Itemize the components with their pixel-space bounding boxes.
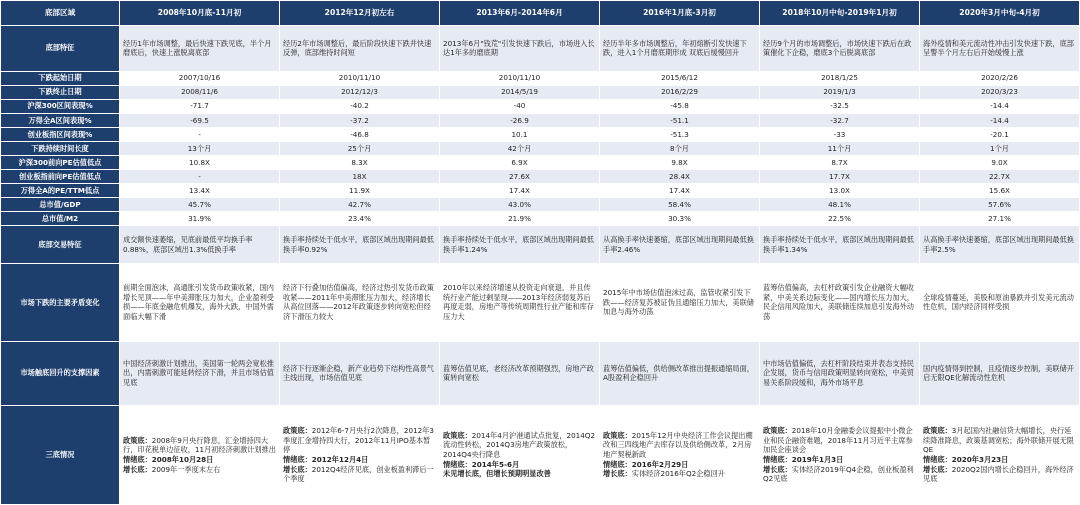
- table-cell: 经济下行逐渐企稳，新产业趋势下结构性高景气主线出现，市场估值见底: [280, 342, 439, 405]
- growth-bottom-label: 增长底：: [603, 469, 632, 479]
- column-header: 2008年10月底-11月初: [120, 1, 279, 25]
- table-cell: 42个月: [440, 142, 599, 155]
- table-cell: 9.0X: [920, 156, 1079, 169]
- growth-bottom-label: 增长底：: [123, 464, 152, 474]
- sentiment-bottom-label: 情绪底：: [123, 454, 152, 464]
- column-header: 2018年10月中旬-2019年1月初: [760, 1, 919, 25]
- table-cell: 13.4X: [120, 184, 279, 197]
- table-cell: 18X: [280, 170, 439, 183]
- table-cell: 17.4X: [600, 184, 759, 197]
- table-cell: 2016/2/29: [600, 86, 759, 99]
- growth-bottom-label: 未见增长底，: [443, 469, 487, 479]
- table-cell: 2019/1/3: [760, 86, 919, 99]
- growth-bottom-text: 2020Q2国内增长企稳回升，海外经济见底: [923, 464, 1074, 484]
- table-row-three-bottoms: [1, 406, 1079, 504]
- sentiment-bottom-text: 2016年2月29日: [631, 459, 689, 469]
- table-row-metric: [1, 170, 1079, 183]
- table-row-metric: [1, 128, 1079, 141]
- table-cell: -14.4: [920, 114, 1079, 127]
- table-cell: -69.5: [120, 114, 279, 127]
- row-header: 万得全A的PE/TTM低点: [1, 184, 119, 197]
- table-cell: 9.8X: [600, 156, 759, 169]
- table-cell: 2007/10/16: [120, 72, 279, 85]
- table-row-metric: [1, 142, 1079, 155]
- table-cell: 17.7X: [760, 170, 919, 183]
- table-cell: -40.2: [280, 100, 439, 113]
- policy-bottom-text: 2014年4月沪港通试点批复，2014Q2流动性转松，2014Q3房地产政策放松，2014Q4央行降息: [443, 430, 596, 460]
- table-cell: 25个月: [280, 142, 439, 155]
- policy-bottom-label: 政策底：: [123, 435, 152, 445]
- table-row-support-factors: [1, 342, 1079, 405]
- table-cell: 48.1%: [760, 198, 919, 211]
- table-cell: -37.2: [280, 114, 439, 127]
- table-cell: [120, 406, 279, 504]
- row-header: 沪深300前向PE估值低点: [1, 156, 119, 169]
- growth-bottom-text: 实体经济2016年Q2企稳回升: [631, 469, 725, 479]
- table-cell: 13个月: [120, 142, 279, 155]
- row-header: 底部交易特征: [1, 226, 119, 263]
- row-header: 创业板指区间表现%: [1, 128, 119, 141]
- table-cell: 2013年6月"钱荒"引发快速下跌后，市场进入长达1年多的磨底期: [440, 26, 599, 71]
- table-cell: 经历9个月的市场调整后，市场快速下跌后在政策催化下企稳，磨底3个后脱离底部: [760, 26, 919, 71]
- table-cell: -: [120, 170, 279, 183]
- table-cell: 从高换手率快速萎缩，底部区域出现期间最低换手率2.46%: [600, 226, 759, 263]
- table-cell: 中国经济刺激计划推出，美国第一轮两会宽松推出，内需刺激可能延转经济下滑，并且市场估值见底: [120, 342, 279, 405]
- table-cell: 22.5%: [760, 212, 919, 225]
- table-cell: 30.3%: [600, 212, 759, 225]
- table-cell: -: [120, 128, 279, 141]
- table-cell: 42.7%: [280, 198, 439, 211]
- table-cell: 11.9X: [280, 184, 439, 197]
- table-cell: 成交额快速萎缩，见底前最低平均换手率0.88%，底部区域出1.3%低换手率: [120, 226, 279, 263]
- table-cell: 蓝筹估值偏高，去杠杆政策引发企业融资大幅收紧，中美关系边际变化——国内增长压力加大，民企信用风险加大，美联储连续加息引发海外动荡: [760, 264, 919, 340]
- table-cell: 27.6X: [440, 170, 599, 183]
- table-cell: 2015/6/12: [600, 72, 759, 85]
- table-cell: 58.4%: [600, 198, 759, 211]
- row-header: 沪深300区间表现%: [1, 100, 119, 113]
- growth-bottom-label: 增长底：: [763, 464, 792, 474]
- table-cell: 2010/11/10: [280, 72, 439, 85]
- policy-bottom-text: 2018年10月金融委会议提振中小微企业和民企融资难题，2018年11月习近平主席参加民企座谈会: [763, 425, 913, 455]
- table-cell: 2010年以来经济增速从投资走向衰退，并且传统行业产能过剩显现——2013年经济弱复苏后再度走弱，房地产等传统周期性行业产能和库存压力大: [440, 264, 599, 340]
- policy-bottom-label: 政策底：: [763, 425, 792, 435]
- table-cell: 从高换手率快速萎缩，底部区域出现期间最低换手率2.5%: [920, 226, 1079, 263]
- row-header: 总市值/GDP: [1, 198, 119, 211]
- row-header: 下跌起始日期: [1, 72, 119, 85]
- table-cell: 中市场估值偏低，去杠杆阶段结束并表态支持民企发展，货币与信用政策明显转向宽松，中美贸易关系阶段缓和，海外市场平息: [760, 342, 919, 405]
- table-cell: -40: [440, 100, 599, 113]
- growth-bottom-text: 实体经济2019年Q4企稳，创业板盈利Q2见底: [763, 464, 914, 484]
- growth-bottom-label: 增长底：: [283, 464, 312, 474]
- policy-bottom-text: 2008年9月央行降息，汇金增持四大行，印花税单边征收，11月初经济刺激计划推出: [123, 435, 276, 455]
- table-cell: -32.7: [760, 114, 919, 127]
- table-cell: [760, 406, 919, 504]
- sentiment-bottom-label: 情绪底：: [443, 459, 472, 469]
- table-cell: [280, 406, 439, 504]
- row-header: 总市值/M2: [1, 212, 119, 225]
- table-cell: 11个月: [760, 142, 919, 155]
- table-cell: [440, 406, 599, 504]
- table-row-trading-features: [1, 226, 1079, 263]
- table-cell: 2020/3/23: [920, 86, 1079, 99]
- growth-bottom-text: 但增长预期明显改善: [486, 469, 551, 479]
- table-cell: 22.7X: [920, 170, 1079, 183]
- table-cell: -71.7: [120, 100, 279, 113]
- column-header: 2016年1月底-3月初: [600, 1, 759, 25]
- table-cell: 57.6%: [920, 198, 1079, 211]
- table-cell: 经历2年市场调整后，最后阶段快速下跌并快速反弹，底部维持时间短: [280, 26, 439, 71]
- table-cell: -46.8: [280, 128, 439, 141]
- table-cell: 2015年中市场估值泡沫过高，监管收紧引发下跌——经济复苏被证伪且通缩压力加大，美联储加息与海外动荡: [600, 264, 759, 340]
- policy-bottom-text: 3月起国内社融信贷大幅增长，央行延续降准降息，政策基调宽松；海外联储开展无限QE: [923, 425, 1074, 455]
- sentiment-bottom-text: 2012年12月4日: [311, 454, 369, 464]
- row-header: 底部特征: [1, 26, 119, 71]
- table-cell: 28.4X: [600, 170, 759, 183]
- column-header: 2012年12月初左右: [280, 1, 439, 25]
- sentiment-bottom-text: 2008年10月28日: [151, 454, 214, 464]
- column-header: 2020年3月中旬-4月初: [920, 1, 1079, 25]
- policy-bottom-text: 2012年6-7月央行2次降息，2012年3季度汇金增持四大行，2012年11月IPO基本暂停: [283, 425, 434, 455]
- table-row-metric: [1, 114, 1079, 127]
- table-row-metric: [1, 198, 1079, 211]
- column-header: 底部区域: [1, 1, 119, 25]
- table-cell: 23.4%: [280, 212, 439, 225]
- table-cell: 10.8X: [120, 156, 279, 169]
- table-cell: 2008/11/6: [120, 86, 279, 99]
- table-cell: 1个月: [920, 142, 1079, 155]
- table-cell: [600, 406, 759, 504]
- sentiment-bottom-text: 2014年5-6月: [471, 459, 520, 469]
- table-cell: 换手率持续处于低水平，底部区域出现期间最低换手率0.92%: [280, 226, 439, 263]
- table-cell: 31.9%: [120, 212, 279, 225]
- table-row-metric: [1, 72, 1079, 85]
- table-cell: 2014/5/19: [440, 86, 599, 99]
- table-cell: 国内疫情得到控制，且疫情逐步控制，美联储开启无限QE化解流动性危机: [920, 342, 1079, 405]
- table-cell: 8.7X: [760, 156, 919, 169]
- table-cell: 前期全面泡沫，高通胀引发货币政策收紧，国内增长见顶——年中美滞胀压力加大，企业盈利受损——年底金融危机爆发，海外大跌，中国外需面临大幅下滑: [120, 264, 279, 340]
- table-cell: -45.8: [600, 100, 759, 113]
- growth-bottom-text: 2009年一季度末左右: [151, 464, 221, 474]
- table-cell: 17.4X: [440, 184, 599, 197]
- policy-bottom-label: 政策底：: [443, 430, 472, 440]
- table-cell: -32.5: [760, 100, 919, 113]
- table-cell: 2020/2/26: [920, 72, 1079, 85]
- policy-bottom-label: 政策底：: [283, 425, 312, 435]
- sentiment-bottom-label: 情绪底：: [603, 459, 632, 469]
- table-cell: 27.1%: [920, 212, 1079, 225]
- table-cell: -20.1: [920, 128, 1079, 141]
- policy-bottom-text: 2015年12月中央经济工作会议提出棚改和三四线地产去库存以及供给侧改革，2月房地产契税新政: [603, 430, 753, 460]
- table-cell: [920, 406, 1079, 504]
- table-cell: 经济下行叠加估值偏高，经济过热引发货币政策收紧——2011年中美滞胀压力加大，经济增长从高位回落——2012年政策逐步转向宽松但经济下滑压力较大: [280, 264, 439, 340]
- table-cell: 43.0%: [440, 198, 599, 211]
- sentiment-bottom-label: 情绪底：: [923, 454, 952, 464]
- sentiment-bottom-text: 2019年1月3日: [791, 454, 844, 464]
- row-header: 市场下跌的主要矛盾变化: [1, 264, 119, 340]
- table-cell: 全球疫情蔓延，美股和原油暴跌并引发美元流动性危机，国内经济同样受损: [920, 264, 1079, 340]
- table-cell: 换手率持续处于低水平，底部区域出现期间最低换手率1.24%: [440, 226, 599, 263]
- table-row-metric: [1, 100, 1079, 113]
- table-cell: 2010/11/10: [440, 72, 599, 85]
- table-cell: 2018/1/25: [760, 72, 919, 85]
- table-row-metric: [1, 156, 1079, 169]
- table-cell: -51.3: [600, 128, 759, 141]
- table-cell: 蓝筹估值偏低，供给侧改革推出提振通缩局面，A股盈利企稳回升: [600, 342, 759, 405]
- table-cell: -14.4: [920, 100, 1079, 113]
- row-header: 三底情况: [1, 406, 119, 504]
- table-cell: -33: [760, 128, 919, 141]
- column-header: 2013年6月-2014年6月: [440, 1, 599, 25]
- table-cell: 经历半年多市场调整后，年初熔断引发快速下跌，进入1个月磨底期形成 双底后缓慢回升: [600, 26, 759, 71]
- growth-bottom-label: 增长底：: [923, 464, 952, 474]
- table-cell: -51.1: [600, 114, 759, 127]
- row-header: 创业板指前向PE估值低点: [1, 170, 119, 183]
- growth-bottom-text: 2012Q4经济见底，创业板盈利滞后一个季度: [283, 464, 434, 484]
- table-cell: 21.9%: [440, 212, 599, 225]
- row-header: 下跌持续时间长度: [1, 142, 119, 155]
- table-cell: 45.7%: [120, 198, 279, 211]
- table-cell: 13.0X: [760, 184, 919, 197]
- table-row-metric: [1, 86, 1079, 99]
- sentiment-bottom-text: 2020年3月23日: [951, 454, 1009, 464]
- table-cell: 蓝筹估值见底，老经济改革预期强烈，房地产政策转向宽松: [440, 342, 599, 405]
- policy-bottom-label: 政策底：: [923, 425, 952, 435]
- sentiment-bottom-label: 情绪底：: [763, 454, 792, 464]
- table-cell: -26.9: [440, 114, 599, 127]
- table-row-bottom-features: [1, 26, 1079, 71]
- table-cell: 8.3X: [280, 156, 439, 169]
- table-cell: 15.6X: [920, 184, 1079, 197]
- row-header: 市场触底回升的支撑因素: [1, 342, 119, 405]
- policy-bottom-label: 政策底：: [603, 430, 632, 440]
- row-header: 万得全A区间表现%: [1, 114, 119, 127]
- table-cell: 海外疫情和美元流动性冲击引发快速下跌，底部呈警半个月左右后开始缓慢上涨: [920, 26, 1079, 71]
- table-cell: 8个月: [600, 142, 759, 155]
- table-cell: 2012/12/3: [280, 86, 439, 99]
- table-cell: 10.1: [440, 128, 599, 141]
- header-row: [1, 1, 1079, 25]
- sentiment-bottom-label: 情绪底：: [283, 454, 312, 464]
- table-row-metric: [1, 212, 1079, 225]
- table-cell: 经历1年市场调整，最后快速下跌见底，半个月磨底后，快速上涨脱离底部: [120, 26, 279, 71]
- table-cell: 换手率持续处于低水平，底部区域出现期间最低换手率1.34%: [760, 226, 919, 263]
- table-cell: 6.9X: [440, 156, 599, 169]
- table-row-metric: [1, 184, 1079, 197]
- table-row-contradictions: [1, 264, 1079, 340]
- row-header: 下跌终止日期: [1, 86, 119, 99]
